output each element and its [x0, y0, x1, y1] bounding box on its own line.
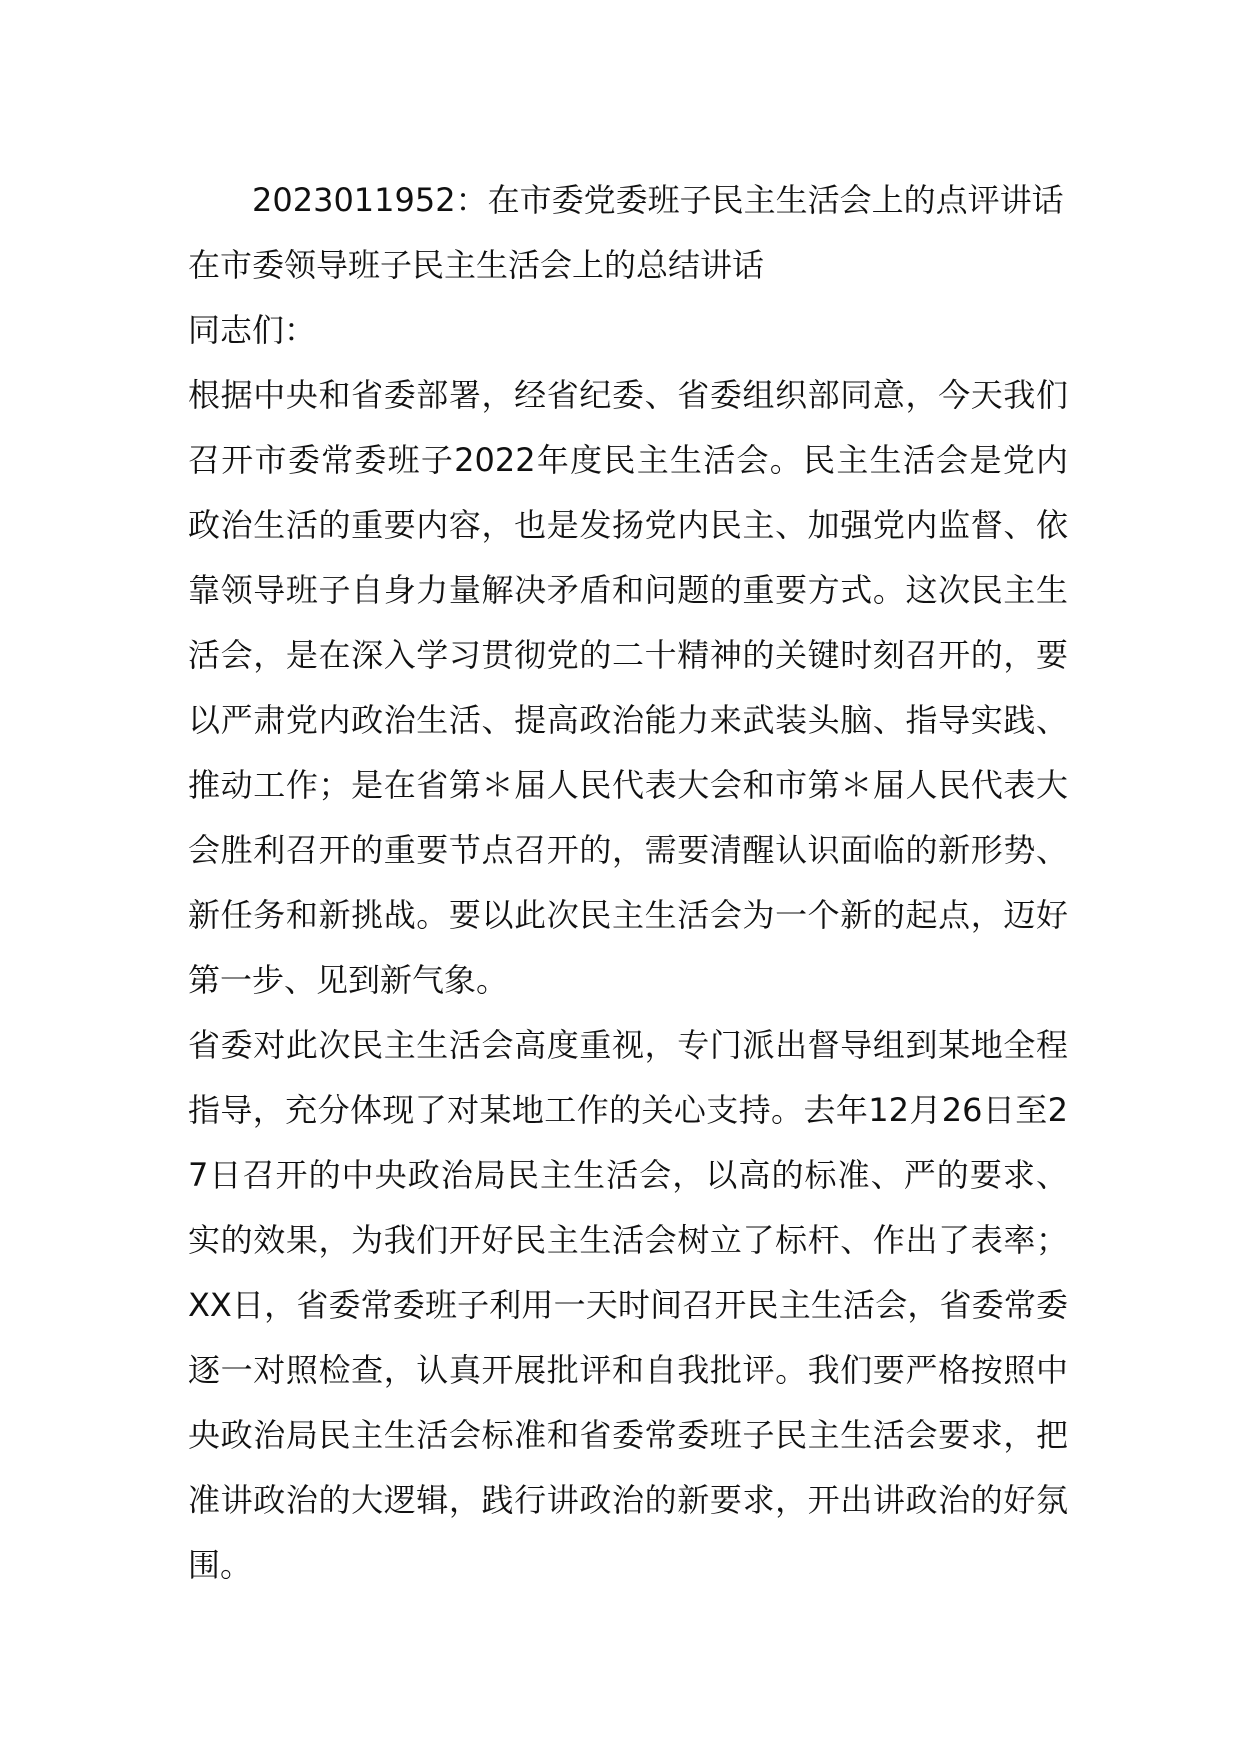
- document-heading: 2023011952：在市委党委班子民主生活会上的点评讲话: [252, 181, 1064, 219]
- paragraph-2: 省委对此次民主生活会高度重视，专门派出督导组到某地全程指导，充分体现了对某地工作的关心支持。去年12月26日至27日召开的中央政治局民主生活会，以高的标准、严的要求、实的效果，为我们开好民主生活会树立了标杆、作出了表率；XX日，省委常委班子利用一天时间召开民主生活会，省委常委逐一对照检查，认真开展批评和自我批评。我们要严格按照中央政治局民主生活会标准和省委常委班子民主生活会要求，把准讲政治的大逻辑，践行讲政治的新要求，开出讲政治的好氛围。: [188, 1026, 1068, 1584]
- document-body: [188, 168, 1068, 1598]
- salutation: 同志们：: [188, 311, 317, 349]
- paragraph-1: 根据中央和省委部署，经省纪委、省委组织部同意，今天我们召开市委常委班子2022年度民主生活会。民主生活会是党内政治生活的重要内容，也是发扬党内民主、加强党内监督、依靠领导班子自身力量解决矛盾和问题的重要方式。这次民主生活会，是在深入学习贯彻党的二十精神的关键时刻召开的，要以严肃党内政治生活、提高政治能力来武装头脑、指导实践、推动工作；是在省第＊届人民代表大会和市第＊届人民代表大会胜利召开的重要节点召开的，需要清醒认识面临的新形势、新任务和新挑战。要以此次民主生活会为一个新的起点，迈好第一步、见到新气象。: [188, 376, 1068, 999]
- document-subheading: 在市委领导班子民主生活会上的总结讲话: [188, 246, 765, 284]
